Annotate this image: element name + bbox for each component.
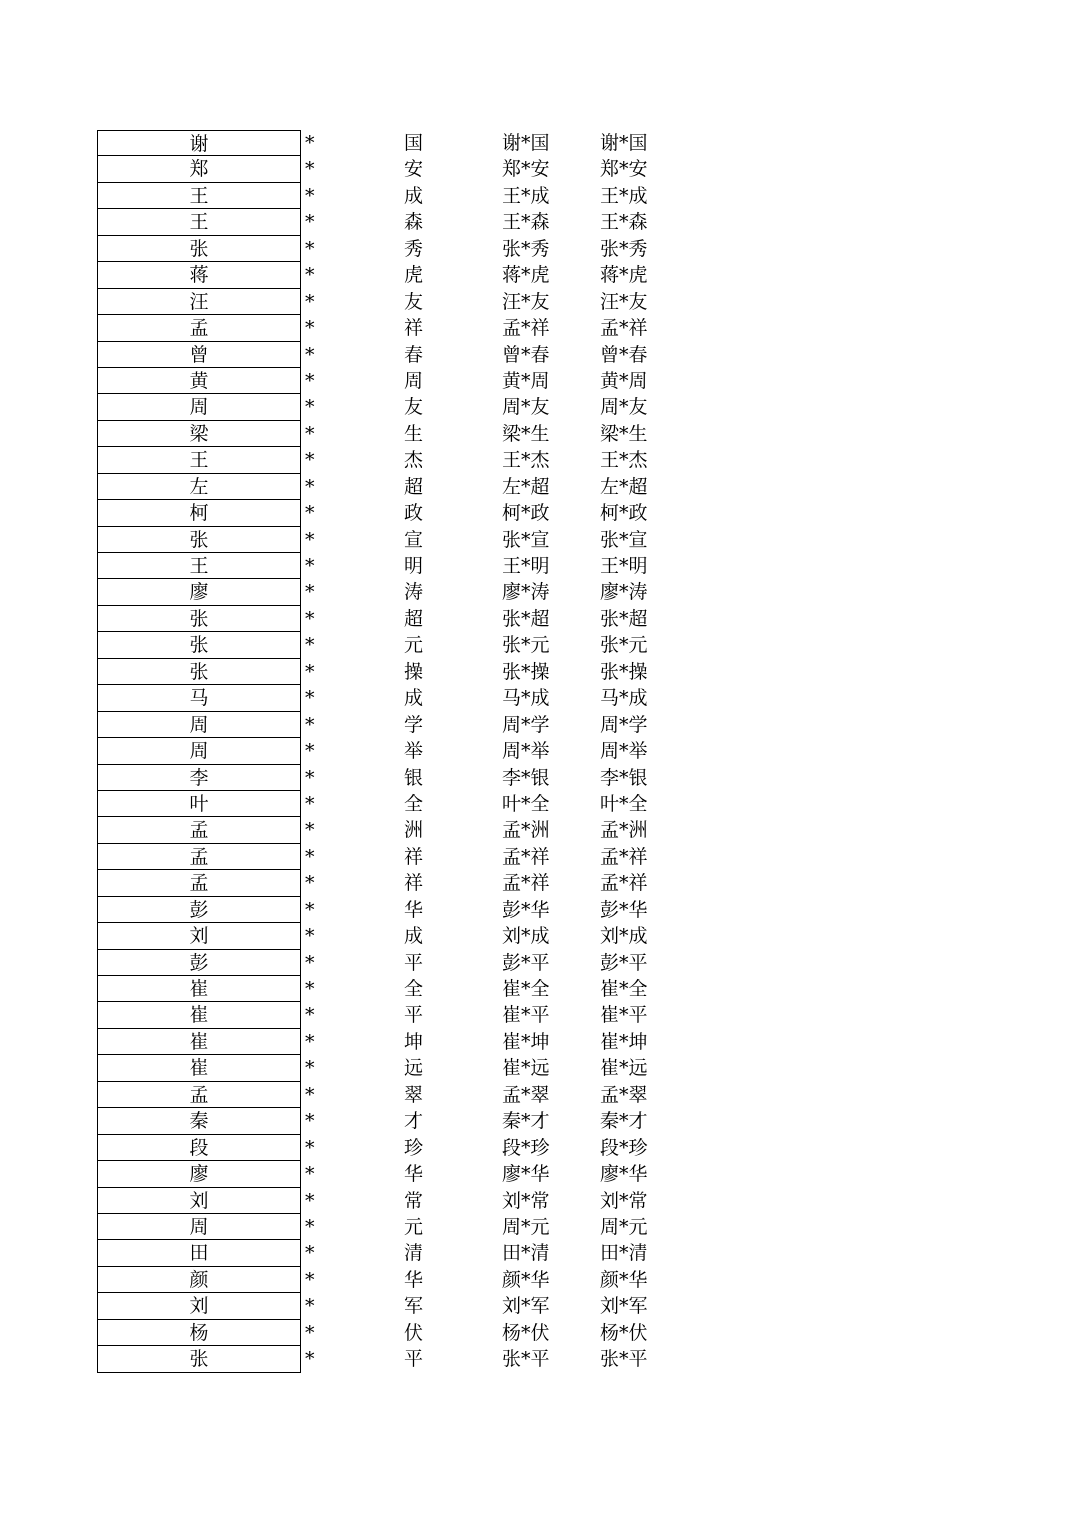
given-name-cell: 清 [404, 1242, 424, 1265]
given-name-cell: 才 [404, 1110, 424, 1133]
masked-name-copy-cell: 王*杰 [600, 449, 648, 472]
given-name-cell: 森 [404, 211, 424, 234]
masked-name-cell: 周*元 [502, 1215, 550, 1238]
masked-name-copy-cell: 马*成 [600, 687, 648, 710]
masked-name-copy-cell: 孟*祥 [600, 317, 648, 340]
mask-cell: * [305, 1242, 315, 1265]
table-row [97, 130, 697, 156]
masked-name-copy-cell: 孟*翠 [600, 1083, 648, 1106]
masked-name-copy-cell: 彭*平 [600, 951, 648, 974]
table-row [97, 500, 697, 526]
table-row [97, 1346, 697, 1372]
table-row [97, 844, 697, 870]
masked-name-copy-cell: 郑*安 [600, 158, 648, 181]
masked-name-copy-cell: 孟*洲 [600, 819, 648, 842]
surname-cell: 孟 [97, 844, 301, 870]
masked-name-cell: 张*元 [502, 634, 550, 657]
given-name-cell: 友 [404, 396, 424, 419]
mask-cell: * [305, 264, 315, 287]
surname-cell: 崔 [97, 1029, 301, 1055]
surname-cell: 彭 [97, 950, 301, 976]
surname-cell: 崔 [97, 1002, 301, 1028]
masked-name-cell: 刘*常 [502, 1189, 550, 1212]
masked-name-copy-cell: 刘*军 [600, 1295, 648, 1318]
mask-cell: * [305, 1189, 315, 1212]
given-name-cell: 举 [404, 740, 424, 763]
given-name-cell: 生 [404, 422, 424, 445]
surname-cell: 柯 [97, 500, 301, 526]
mask-cell: * [305, 369, 315, 392]
masked-name-cell: 崔*坤 [502, 1030, 550, 1053]
surname-cell: 曾 [97, 342, 301, 368]
masked-name-cell: 左*超 [502, 475, 550, 498]
mask-cell: * [305, 528, 315, 551]
mask-cell: * [305, 1348, 315, 1371]
given-name-cell: 宣 [404, 528, 424, 551]
table-row [97, 923, 697, 949]
surname-cell: 秦 [97, 1108, 301, 1134]
masked-name-copy-cell: 周*元 [600, 1215, 648, 1238]
given-name-cell: 成 [404, 925, 424, 948]
mask-cell: * [305, 1110, 315, 1133]
mask-cell: * [305, 1030, 315, 1053]
masked-name-copy-cell: 崔*坤 [600, 1030, 648, 1053]
table-row [97, 236, 697, 262]
masked-name-cell: 孟*祥 [502, 872, 550, 895]
surname-cell: 颜 [97, 1267, 301, 1293]
table-row [97, 791, 697, 817]
given-name-cell: 珍 [404, 1136, 424, 1159]
masked-name-cell: 梁*生 [502, 422, 550, 445]
masked-name-copy-cell: 周*举 [600, 740, 648, 763]
given-name-cell: 华 [404, 898, 424, 921]
given-name-cell: 平 [404, 1348, 424, 1371]
surname-cell: 叶 [97, 791, 301, 817]
surname-cell: 谢 [97, 130, 301, 156]
mask-cell: * [305, 607, 315, 630]
masked-name-copy-cell: 左*超 [600, 475, 648, 498]
mask-cell: * [305, 634, 315, 657]
table-row [97, 685, 697, 711]
masked-name-cell: 秦*才 [502, 1110, 550, 1133]
masked-name-cell: 张*秀 [502, 237, 550, 260]
masked-name-copy-cell: 王*明 [600, 555, 648, 577]
surname-cell: 郑 [97, 156, 301, 182]
mask-cell: * [305, 581, 315, 604]
table-row [97, 659, 697, 685]
masked-name-copy-cell: 田*清 [600, 1242, 648, 1265]
table-row [97, 606, 697, 632]
given-name-cell: 元 [404, 634, 424, 657]
masked-name-copy-cell: 梁*生 [600, 422, 648, 445]
mask-cell: * [305, 687, 315, 710]
surname-cell: 周 [97, 394, 301, 420]
given-name-cell: 祥 [404, 845, 424, 868]
surname-cell: 张 [97, 527, 301, 553]
given-name-cell: 坤 [404, 1030, 424, 1053]
mask-cell: * [305, 1136, 315, 1159]
mask-cell: * [305, 872, 315, 895]
masked-name-copy-cell: 王*成 [600, 184, 648, 207]
masked-name-cell: 彭*平 [502, 951, 550, 974]
table-row [97, 1188, 697, 1214]
masked-name-cell: 田*清 [502, 1242, 550, 1265]
masked-name-cell: 段*珍 [502, 1136, 550, 1159]
given-name-cell: 洲 [404, 819, 424, 842]
surname-cell: 周 [97, 1214, 301, 1240]
surname-cell: 彭 [97, 897, 301, 923]
surname-cell: 王 [97, 553, 301, 579]
table-row [97, 1267, 697, 1293]
mask-cell: * [305, 925, 315, 948]
mask-cell: * [305, 396, 315, 419]
mask-cell: * [305, 475, 315, 498]
given-name-cell: 涛 [404, 581, 424, 604]
given-name-cell: 成 [404, 687, 424, 710]
table-row [97, 209, 697, 235]
table-row [97, 421, 697, 447]
mask-cell: * [305, 1321, 315, 1344]
masked-name-cell: 谢*国 [502, 132, 550, 154]
masked-name-copy-cell: 张*秀 [600, 237, 648, 260]
given-name-cell: 军 [404, 1295, 424, 1318]
mask-cell: * [305, 792, 315, 815]
masked-name-cell: 郑*安 [502, 158, 550, 181]
masked-name-cell: 崔*平 [502, 1004, 550, 1027]
table-row [97, 368, 697, 394]
masked-name-cell: 廖*华 [502, 1163, 550, 1186]
masked-name-copy-cell: 谢*国 [600, 132, 648, 154]
mask-cell: * [305, 898, 315, 921]
given-name-cell: 安 [404, 158, 424, 181]
given-name-cell: 全 [404, 792, 424, 815]
surname-cell: 孟 [97, 870, 301, 896]
given-name-cell: 远 [404, 1057, 424, 1080]
masked-name-cell: 周*举 [502, 740, 550, 763]
given-name-cell: 学 [404, 713, 424, 736]
surname-cell: 马 [97, 685, 301, 711]
table-row [97, 1029, 697, 1055]
given-name-cell: 全 [404, 978, 424, 1000]
masked-name-cell: 张*宣 [502, 528, 550, 551]
table-row [97, 1293, 697, 1319]
given-name-cell: 祥 [404, 317, 424, 340]
given-name-cell: 春 [404, 343, 424, 366]
mask-cell: * [305, 1215, 315, 1238]
table-row [97, 553, 697, 579]
surname-cell: 孟 [97, 315, 301, 341]
table-row [97, 183, 697, 209]
table-row [97, 262, 697, 288]
table-row [97, 394, 697, 420]
mask-cell: * [305, 343, 315, 366]
masked-name-copy-cell: 张*操 [600, 660, 648, 683]
surname-cell: 左 [97, 474, 301, 500]
masked-name-cell: 柯*政 [502, 502, 550, 525]
mask-cell: * [305, 449, 315, 472]
masked-name-cell: 颜*华 [502, 1268, 550, 1291]
table-row [97, 1240, 697, 1266]
masked-name-copy-cell: 秦*才 [600, 1110, 648, 1133]
masked-name-copy-cell: 黄*周 [600, 369, 648, 392]
masked-name-copy-cell: 柯*政 [600, 502, 648, 525]
table-row [97, 1161, 697, 1187]
mask-cell: * [305, 1083, 315, 1106]
masked-name-cell: 廖*涛 [502, 581, 550, 604]
surname-cell: 廖 [97, 579, 301, 605]
table-row [97, 1320, 697, 1346]
masked-name-cell: 孟*祥 [502, 317, 550, 340]
mask-cell: * [305, 766, 315, 789]
surname-cell: 张 [97, 659, 301, 685]
masked-name-cell: 李*银 [502, 766, 550, 789]
mask-cell: * [305, 237, 315, 260]
mask-cell: * [305, 845, 315, 868]
mask-cell: * [305, 1268, 315, 1291]
table-row [97, 712, 697, 738]
surname-cell: 田 [97, 1240, 301, 1266]
table-row [97, 342, 697, 368]
given-name-cell: 虎 [404, 264, 424, 287]
table-row [97, 1135, 697, 1161]
masked-name-cell: 孟*祥 [502, 845, 550, 868]
surname-cell: 段 [97, 1135, 301, 1161]
table-row [97, 1108, 697, 1134]
given-name-cell: 操 [404, 660, 424, 683]
surname-cell: 周 [97, 712, 301, 738]
table-row [97, 579, 697, 605]
table-row [97, 1082, 697, 1108]
surname-cell: 张 [97, 606, 301, 632]
surname-cell: 王 [97, 447, 301, 473]
mask-cell: * [305, 158, 315, 181]
given-name-cell: 伏 [404, 1321, 424, 1344]
masked-name-copy-cell: 杨*伏 [600, 1321, 648, 1344]
surname-cell: 孟 [97, 1082, 301, 1108]
masked-name-copy-cell: 汪*友 [600, 290, 648, 313]
mask-cell: * [305, 978, 315, 1000]
given-name-cell: 政 [404, 502, 424, 525]
surname-cell: 崔 [97, 1055, 301, 1081]
masked-name-cell: 杨*伏 [502, 1321, 550, 1344]
masked-name-cell: 崔*全 [502, 978, 550, 1000]
masked-name-copy-cell: 彭*华 [600, 898, 648, 921]
surname-cell: 刘 [97, 923, 301, 949]
table-row [97, 870, 697, 896]
masked-name-copy-cell: 王*森 [600, 211, 648, 234]
table-row [97, 1002, 697, 1028]
surname-cell: 崔 [97, 976, 301, 1002]
masked-name-copy-cell: 李*银 [600, 766, 648, 789]
table-row [97, 738, 697, 764]
mask-cell: * [305, 1004, 315, 1027]
mask-cell: * [305, 740, 315, 763]
masked-name-cell: 汪*友 [502, 290, 550, 313]
masked-name-copy-cell: 孟*祥 [600, 845, 648, 868]
mask-cell: * [305, 422, 315, 445]
given-name-cell: 华 [404, 1268, 424, 1291]
masked-name-copy-cell: 颜*华 [600, 1268, 648, 1291]
masked-name-cell: 孟*洲 [502, 819, 550, 842]
masked-name-copy-cell: 崔*平 [600, 1004, 648, 1027]
mask-cell: * [305, 317, 315, 340]
table-row [97, 527, 697, 553]
surname-cell: 张 [97, 632, 301, 658]
masked-name-copy-cell: 廖*华 [600, 1163, 648, 1186]
masked-name-copy-cell: 张*元 [600, 634, 648, 657]
masked-name-cell: 叶*全 [502, 792, 550, 815]
masked-name-cell: 张*平 [502, 1348, 550, 1371]
masked-name-copy-cell: 刘*成 [600, 925, 648, 948]
mask-cell: * [305, 1295, 315, 1318]
table-row [97, 474, 697, 500]
table-row [97, 632, 697, 658]
given-name-cell: 秀 [404, 237, 424, 260]
surname-cell: 刘 [97, 1293, 301, 1319]
mask-cell: * [305, 819, 315, 842]
table-row [97, 1214, 697, 1240]
masked-name-copy-cell: 孟*祥 [600, 872, 648, 895]
mask-cell: * [305, 555, 315, 577]
masked-name-copy-cell: 崔*全 [600, 978, 648, 1000]
surname-cell: 周 [97, 738, 301, 764]
given-name-cell: 银 [404, 766, 424, 789]
surname-cell: 李 [97, 765, 301, 791]
surname-cell: 蒋 [97, 262, 301, 288]
masked-name-copy-cell: 段*珍 [600, 1136, 648, 1159]
surname-cell: 王 [97, 183, 301, 209]
masked-name-cell: 王*杰 [502, 449, 550, 472]
given-name-cell: 翠 [404, 1083, 424, 1106]
table-row [97, 289, 697, 315]
surname-cell: 王 [97, 209, 301, 235]
masked-name-cell: 刘*成 [502, 925, 550, 948]
masked-name-cell: 孟*翠 [502, 1083, 550, 1106]
masked-name-cell: 刘*军 [502, 1295, 550, 1318]
mask-cell: * [305, 660, 315, 683]
given-name-cell: 周 [404, 369, 424, 392]
masked-name-cell: 周*友 [502, 396, 550, 419]
given-name-cell: 杰 [404, 449, 424, 472]
surname-cell: 杨 [97, 1320, 301, 1346]
table-row [97, 447, 697, 473]
masked-name-cell: 崔*远 [502, 1057, 550, 1080]
table-row [97, 765, 697, 791]
table-row [97, 897, 697, 923]
given-name-cell: 祥 [404, 872, 424, 895]
surname-cell: 梁 [97, 421, 301, 447]
table-row [97, 1055, 697, 1081]
given-name-cell: 平 [404, 951, 424, 974]
table-row [97, 817, 697, 843]
surname-cell: 汪 [97, 289, 301, 315]
masked-name-copy-cell: 蒋*虎 [600, 264, 648, 287]
surname-cell: 孟 [97, 817, 301, 843]
surname-cell: 廖 [97, 1161, 301, 1187]
masked-name-copy-cell: 曾*春 [600, 343, 648, 366]
name-table [97, 130, 697, 1373]
table-row [97, 950, 697, 976]
surname-cell: 黄 [97, 368, 301, 394]
masked-name-cell: 张*操 [502, 660, 550, 683]
masked-name-cell: 马*成 [502, 687, 550, 710]
table-row [97, 156, 697, 182]
mask-cell: * [305, 132, 315, 154]
surname-cell: 刘 [97, 1188, 301, 1214]
table-row [97, 315, 697, 341]
mask-cell: * [305, 211, 315, 234]
mask-cell: * [305, 951, 315, 974]
masked-name-cell: 蒋*虎 [502, 264, 550, 287]
masked-name-copy-cell: 张*平 [600, 1348, 648, 1371]
mask-cell: * [305, 1057, 315, 1080]
masked-name-cell: 周*学 [502, 713, 550, 736]
masked-name-copy-cell: 廖*涛 [600, 581, 648, 604]
masked-name-cell: 王*明 [502, 555, 550, 577]
masked-name-cell: 曾*春 [502, 343, 550, 366]
mask-cell: * [305, 1163, 315, 1186]
table-row [97, 976, 697, 1002]
surname-cell: 张 [97, 1346, 301, 1372]
masked-name-copy-cell: 崔*远 [600, 1057, 648, 1080]
given-name-cell: 明 [404, 555, 424, 577]
masked-name-copy-cell: 叶*全 [600, 792, 648, 815]
masked-name-cell: 王*森 [502, 211, 550, 234]
masked-name-copy-cell: 张*超 [600, 607, 648, 630]
given-name-cell: 友 [404, 290, 424, 313]
given-name-cell: 常 [404, 1189, 424, 1212]
masked-name-cell: 王*成 [502, 184, 550, 207]
given-name-cell: 成 [404, 184, 424, 207]
mask-cell: * [305, 290, 315, 313]
surname-cell: 张 [97, 236, 301, 262]
masked-name-copy-cell: 周*学 [600, 713, 648, 736]
masked-name-cell: 张*超 [502, 607, 550, 630]
mask-cell: * [305, 713, 315, 736]
masked-name-copy-cell: 周*友 [600, 396, 648, 419]
given-name-cell: 超 [404, 475, 424, 498]
given-name-cell: 华 [404, 1163, 424, 1186]
mask-cell: * [305, 502, 315, 525]
masked-name-copy-cell: 刘*常 [600, 1189, 648, 1212]
masked-name-cell: 彭*华 [502, 898, 550, 921]
given-name-cell: 国 [404, 132, 424, 154]
given-name-cell: 超 [404, 607, 424, 630]
mask-cell: * [305, 184, 315, 207]
masked-name-copy-cell: 张*宣 [600, 528, 648, 551]
given-name-cell: 平 [404, 1004, 424, 1027]
masked-name-cell: 黄*周 [502, 369, 550, 392]
given-name-cell: 元 [404, 1215, 424, 1238]
